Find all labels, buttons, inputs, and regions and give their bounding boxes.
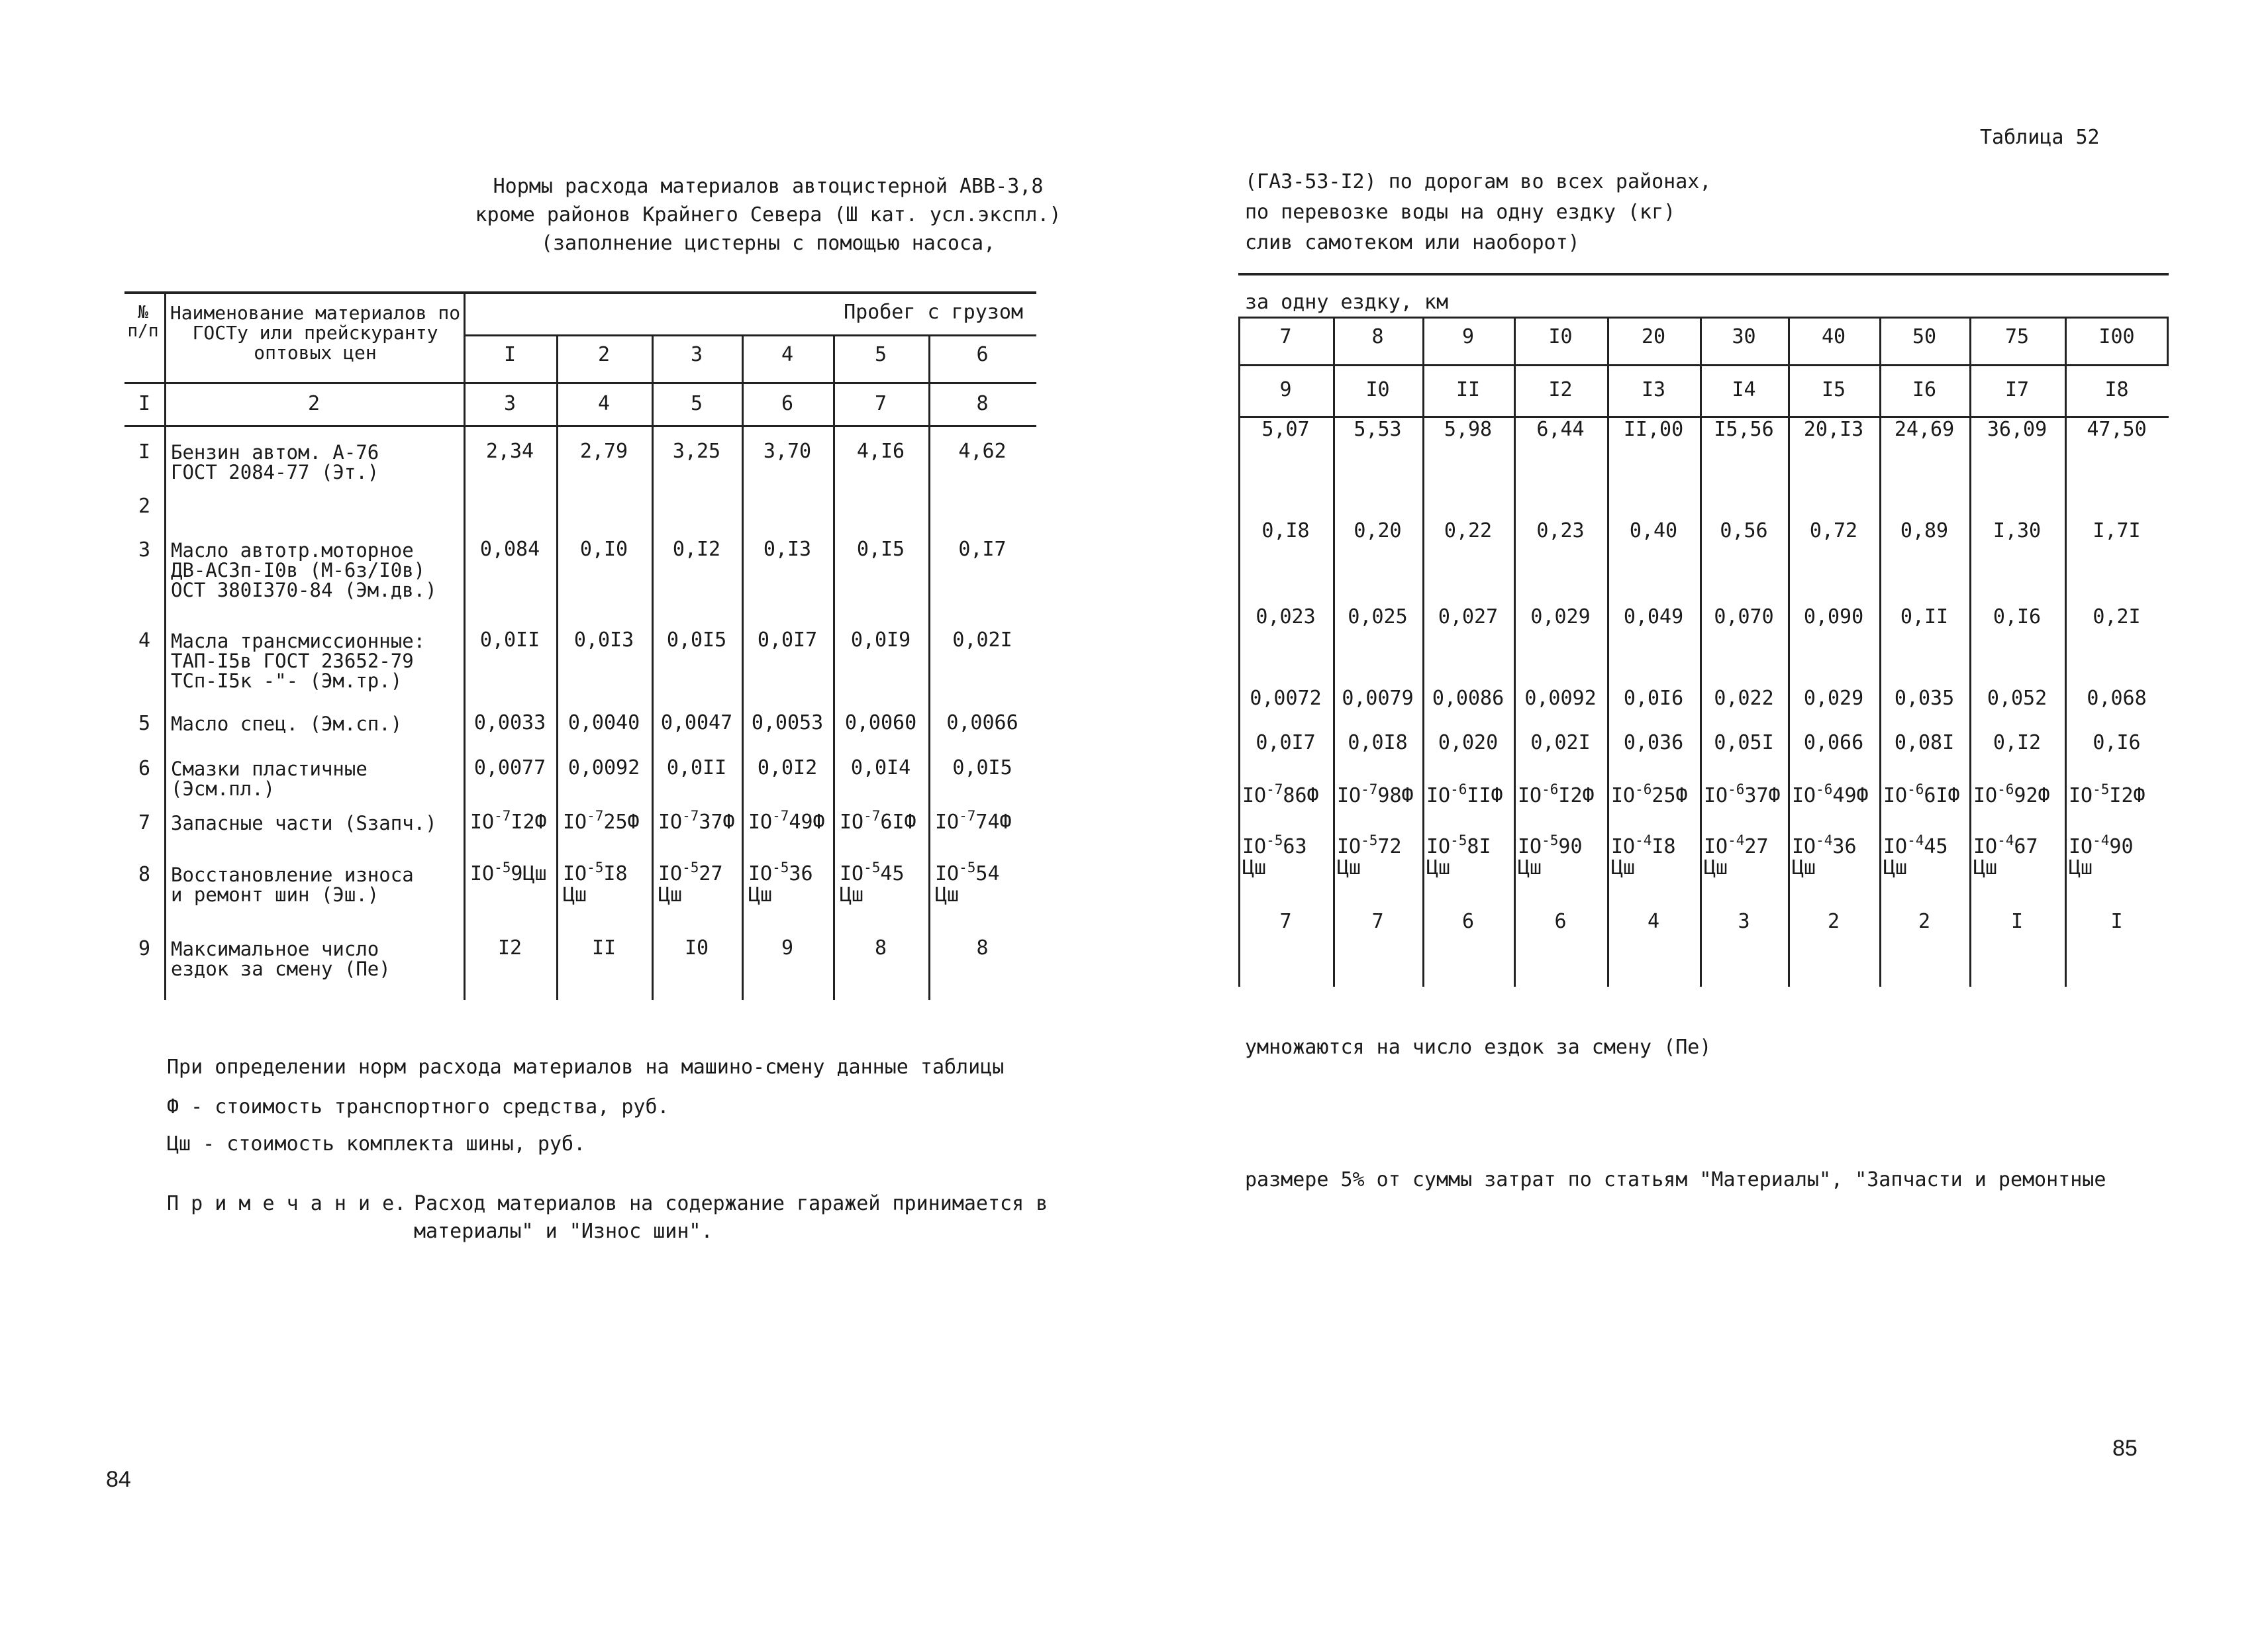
value-cell: 2,34 bbox=[485, 440, 534, 463]
material-name: и ремонт шин (Эш.) bbox=[171, 883, 379, 906]
note-right-line: умножаются на число ездок за смену (Пе) bbox=[1245, 1036, 1712, 1059]
material-name: ГОСТ 2084-77 (Эт.) bbox=[171, 461, 379, 483]
column-rule bbox=[1514, 317, 1516, 987]
value-cell: 0,0I8 bbox=[1348, 731, 1408, 754]
column-rule bbox=[1969, 317, 1971, 987]
value-cell: 5,53 bbox=[1354, 418, 1402, 441]
value-cell: 0,0086 bbox=[1432, 687, 1504, 710]
material-name: Запасные части (Sзапч.) bbox=[171, 812, 437, 834]
value-cell: $IO^{-4}67$ Цш bbox=[1973, 832, 2038, 879]
value-cell: 0,I6 bbox=[2093, 731, 2141, 754]
value-cell: 0,022 bbox=[1714, 687, 1774, 710]
header-num: № п/п bbox=[127, 303, 159, 341]
km-column-header: 30 bbox=[1732, 325, 1756, 348]
value-cell: 0,0060 bbox=[844, 711, 917, 734]
material-name: Восстановление износа bbox=[171, 864, 414, 886]
column-rule bbox=[2065, 317, 2067, 987]
value-cell: $IO^{-7}25Ф$ bbox=[563, 808, 640, 834]
title-left-line: кроме районов Крайнего Севера (Ш кат. усл.экспл.) bbox=[475, 203, 1061, 226]
value-cell: $IO^{-4}I8$ Цш bbox=[1611, 832, 1676, 879]
value-cell: $IO^{-7}74Ф$ bbox=[935, 808, 1012, 834]
value-cell: 6 bbox=[1461, 910, 1475, 933]
value-cell: 0,0I7 bbox=[757, 628, 818, 652]
km-column-header: 6 bbox=[976, 343, 989, 366]
index-cell: 4 bbox=[597, 392, 611, 415]
value-cell: 4,62 bbox=[958, 440, 1007, 463]
value-cell: 0,I3 bbox=[763, 538, 812, 561]
index-cell: II bbox=[1455, 378, 1481, 401]
value-cell: $IO^{-5}45$ Цш bbox=[840, 860, 905, 907]
value-cell: I,7I bbox=[2093, 519, 2141, 542]
km-column-header: 9 bbox=[1461, 325, 1475, 348]
value-cell: $IO^{-6}49Ф$ bbox=[1792, 781, 1869, 807]
value-cell: $IO^{-4}36$ Цш bbox=[1792, 832, 1857, 879]
value-cell: 6,44 bbox=[1536, 418, 1585, 441]
value-cell: 8 bbox=[976, 936, 989, 960]
value-cell: 0,068 bbox=[2087, 687, 2147, 710]
value-cell: $IO^{-7}I2Ф$ bbox=[470, 808, 547, 834]
value-cell: 0,029 bbox=[1803, 687, 1864, 710]
value-cell: 0,I2 bbox=[672, 538, 721, 561]
value-cell: $IO^{-6}37Ф$ bbox=[1704, 781, 1781, 807]
index-cell: I4 bbox=[1732, 378, 1756, 401]
value-cell: 0,0I2 bbox=[757, 756, 818, 779]
km-column-header: 7 bbox=[1279, 325, 1292, 348]
value-cell: 0,72 bbox=[1809, 519, 1858, 542]
value-cell: 7 bbox=[1371, 910, 1384, 933]
column-rule bbox=[1879, 317, 1881, 987]
value-cell: $IO^{-7}6IФ$ bbox=[840, 808, 916, 834]
value-cell: $IO^{-6}6IФ$ bbox=[1883, 781, 1960, 807]
value-cell: 0,0I6 bbox=[1623, 687, 1684, 710]
value-cell: 24,69 bbox=[1894, 418, 1955, 441]
value-cell: 0,89 bbox=[1900, 519, 1949, 542]
title-right-line: (ГАЗ-53-I2) по дорогам во всех районах, bbox=[1245, 170, 1712, 193]
value-cell: 20,I3 bbox=[1803, 418, 1864, 441]
column-rule bbox=[1422, 317, 1424, 987]
value-cell: 0,0072 bbox=[1250, 687, 1322, 710]
note-label: П р и м е ч а н и е. bbox=[167, 1192, 407, 1215]
value-cell: $IO^{-5}I8$ Цш bbox=[563, 860, 628, 907]
value-cell: 6 bbox=[1554, 910, 1567, 933]
value-cell: $IO^{-5}9Цш$ bbox=[470, 860, 547, 885]
value-cell: 0,020 bbox=[1438, 731, 1499, 754]
material-name: ТАП-I5в ГОСТ 23652-79 bbox=[171, 650, 414, 672]
km-column-header: 5 bbox=[874, 343, 887, 366]
value-cell: 0,036 bbox=[1623, 731, 1684, 754]
km-column-header: I bbox=[503, 343, 517, 366]
value-cell: I2 bbox=[497, 936, 522, 960]
material-name: ТСп-I5к -"- (Эм.тр.) bbox=[171, 670, 403, 692]
value-cell: 0,02I bbox=[952, 628, 1012, 652]
value-cell: 0,0I3 bbox=[573, 628, 634, 652]
value-cell: 0,0II bbox=[666, 756, 727, 779]
value-cell: 0,0I9 bbox=[850, 628, 911, 652]
value-cell: 0,I0 bbox=[579, 538, 628, 561]
value-cell: $IO^{-7}37Ф$ bbox=[658, 808, 735, 834]
column-rule bbox=[1607, 317, 1609, 987]
km-column-header: 75 bbox=[2004, 325, 2030, 348]
value-cell: $IO^{-7}86Ф$ bbox=[1242, 781, 1319, 807]
material-name: Масло спец. (Эм.сп.) bbox=[171, 713, 403, 735]
index-cell: I2 bbox=[1548, 378, 1573, 401]
value-cell: 9 bbox=[781, 936, 794, 960]
title-right-line: по перевозке воды на одну ездку (кг) bbox=[1245, 201, 1676, 224]
value-cell: $IO^{-6}IIФ$ bbox=[1426, 781, 1503, 807]
material-name: Масла трансмиссионные: bbox=[171, 630, 426, 652]
value-cell: 0,049 bbox=[1623, 605, 1684, 628]
note-line: Ф - стоимость транспортного средства, руб. bbox=[167, 1095, 669, 1119]
value-cell: I bbox=[2110, 910, 2123, 933]
value-cell: 0,I2 bbox=[1993, 731, 2042, 754]
value-cell: 0,0033 bbox=[473, 711, 546, 734]
km-column-header: 20 bbox=[1641, 325, 1666, 348]
value-cell: $IO^{-5}90$ Цш bbox=[1518, 832, 1583, 879]
value-cell: 0,0077 bbox=[473, 756, 546, 779]
index-cell: I0 bbox=[1365, 378, 1390, 401]
km-column-header: 3 bbox=[690, 343, 703, 366]
index-cell: I5 bbox=[1821, 378, 1846, 401]
value-cell: 0,029 bbox=[1530, 605, 1591, 628]
value-cell: 0,025 bbox=[1348, 605, 1408, 628]
index-cell: 2 bbox=[307, 392, 320, 415]
km-column-header: I00 bbox=[2098, 325, 2135, 348]
value-cell: 0,22 bbox=[1444, 519, 1493, 542]
value-cell: 0,0I5 bbox=[666, 628, 727, 652]
value-cell: 8 bbox=[874, 936, 887, 960]
value-cell: $IO^{-5}63$ Цш bbox=[1242, 832, 1307, 879]
value-cell: I bbox=[2010, 910, 2024, 933]
row-number: 9 bbox=[138, 937, 151, 960]
material-name: (Эсм.пл.) bbox=[171, 777, 275, 800]
value-cell: 0,I6 bbox=[1993, 605, 2042, 628]
value-cell: $IO^{-4}27$ Цш bbox=[1704, 832, 1769, 879]
value-cell: $IO^{-6}25Ф$ bbox=[1611, 781, 1688, 807]
value-cell: 0,2I bbox=[2093, 605, 2141, 628]
value-cell: $IO^{-5}72$ Цш bbox=[1337, 832, 1402, 879]
value-cell: 0,02I bbox=[1530, 731, 1591, 754]
rule-line bbox=[1238, 364, 2169, 366]
value-cell: 47,50 bbox=[2087, 418, 2147, 441]
km-column-header: 50 bbox=[1912, 325, 1937, 348]
km-column-header: 8 bbox=[1371, 325, 1384, 348]
value-cell: 0,40 bbox=[1629, 519, 1678, 542]
material-name: Масло автотр.моторное bbox=[171, 539, 414, 562]
title-right-line: слив самотеком или наоборот) bbox=[1245, 231, 1580, 254]
value-cell: 2 bbox=[1918, 910, 1931, 933]
index-cell: 5 bbox=[690, 392, 703, 415]
header-name: Наименование материалов по ГОСТу или прейскуранту оптовых цен bbox=[170, 302, 461, 364]
row-number: 4 bbox=[138, 629, 151, 652]
value-cell: $IO^{-6}92Ф$ bbox=[1973, 781, 2050, 807]
value-cell: 5,98 bbox=[1444, 418, 1493, 441]
row-number: 7 bbox=[138, 811, 151, 834]
value-cell: 0,0053 bbox=[751, 711, 824, 734]
column-rule bbox=[1700, 317, 1702, 987]
km-column-header: I0 bbox=[1548, 325, 1573, 348]
row-number: 8 bbox=[138, 863, 151, 886]
value-cell: 0,0040 bbox=[567, 711, 640, 734]
value-cell: 0,0I5 bbox=[952, 756, 1012, 779]
value-cell: 3,25 bbox=[672, 440, 721, 463]
value-cell: 0,0I4 bbox=[850, 756, 911, 779]
note-right-line: размере 5% от суммы затрат по статьям "Материалы", "Запчасти и ремонтные bbox=[1245, 1168, 2106, 1191]
row-number: 6 bbox=[138, 757, 151, 780]
row-number: 5 bbox=[138, 712, 151, 735]
rule-line bbox=[1238, 273, 2169, 275]
index-cell: I bbox=[138, 392, 151, 415]
value-cell: 0,23 bbox=[1536, 519, 1585, 542]
value-cell: 0,0I7 bbox=[1256, 731, 1316, 754]
value-cell: 0,027 bbox=[1438, 605, 1499, 628]
value-cell: 3 bbox=[1738, 910, 1750, 933]
note-text: Расход материалов на содержание гаражей принимается в bbox=[414, 1192, 1048, 1215]
value-cell: 0,II bbox=[1900, 605, 1949, 628]
value-cell: I0 bbox=[684, 936, 709, 960]
value-cell: $IO^{-5}54$ Цш bbox=[935, 860, 1000, 907]
value-cell: 4 bbox=[1647, 910, 1660, 933]
value-cell: 0,0066 bbox=[946, 711, 1018, 734]
rule-line bbox=[1238, 317, 2169, 319]
value-cell: $IO^{-7}49Ф$ bbox=[748, 808, 825, 834]
index-cell: 7 bbox=[874, 392, 887, 415]
value-cell: 36,09 bbox=[1987, 418, 2047, 441]
value-cell: 0,08I bbox=[1894, 731, 1955, 754]
note-line: Цш - стоимость комплекта шины, руб. bbox=[167, 1132, 586, 1156]
column-rule bbox=[1333, 317, 1335, 987]
material-name: ОСТ 380I370-84 (Эм.дв.) bbox=[171, 579, 437, 601]
km-column-header: 4 bbox=[781, 343, 794, 366]
value-cell: $IO^{-5}8I$ Цш bbox=[1426, 832, 1491, 879]
value-cell: 0,I7 bbox=[958, 538, 1007, 561]
value-cell: $IO^{-4}45$ Цш bbox=[1883, 832, 1948, 879]
value-cell: 2 bbox=[1827, 910, 1840, 933]
title-left-line: Нормы расхода материалов автоцистерной АВВ-3,8 bbox=[493, 175, 1044, 198]
index-cell: 8 bbox=[976, 392, 989, 415]
value-cell: $IO^{-5}I2Ф$ bbox=[2069, 781, 2145, 807]
value-cell: $IO^{-5}36$ Цш bbox=[748, 860, 813, 907]
value-cell: 0,I8 bbox=[1261, 519, 1310, 542]
value-cell: II,00 bbox=[1623, 418, 1684, 441]
value-cell: 0,0II bbox=[479, 628, 540, 652]
value-cell: 0,070 bbox=[1714, 605, 1774, 628]
value-cell: 3,70 bbox=[763, 440, 812, 463]
index-cell: 9 bbox=[1279, 378, 1292, 401]
value-cell: 0,066 bbox=[1803, 731, 1864, 754]
km-column-header: 40 bbox=[1821, 325, 1846, 348]
note-line: При определении норм расхода материалов на машино-смену данные таблицы bbox=[167, 1056, 1005, 1079]
value-cell: 7 bbox=[1279, 910, 1292, 933]
value-cell: 5,07 bbox=[1261, 418, 1310, 441]
material-name: Бензин автом. А-76 bbox=[171, 441, 379, 464]
value-cell: I5,56 bbox=[1714, 418, 1774, 441]
value-cell: 0,090 bbox=[1803, 605, 1864, 628]
header-group: Пробег с грузом bbox=[844, 301, 1023, 324]
value-cell: $IO^{-7}98Ф$ bbox=[1337, 781, 1414, 807]
value-cell: 0,I5 bbox=[856, 538, 905, 561]
value-cell: 0,20 bbox=[1354, 519, 1402, 542]
header-group: за одну ездку, км bbox=[1245, 291, 1449, 314]
index-cell: I8 bbox=[2104, 378, 2129, 401]
value-cell: 0,035 bbox=[1894, 687, 1955, 710]
material-name: Максимальное число bbox=[171, 938, 379, 960]
value-cell: 0,052 bbox=[1987, 687, 2047, 710]
index-cell: I7 bbox=[2004, 378, 2030, 401]
material-name: ездок за смену (Пе) bbox=[171, 958, 391, 980]
value-cell: I,30 bbox=[1993, 519, 2042, 542]
value-cell: 0,05I bbox=[1714, 731, 1774, 754]
index-cell: 6 bbox=[781, 392, 794, 415]
table-label: Таблица 52 bbox=[1980, 126, 2100, 149]
column-rule bbox=[1788, 317, 1790, 987]
km-column-header: 2 bbox=[597, 343, 611, 366]
value-cell: 2,79 bbox=[579, 440, 628, 463]
value-cell: $IO^{-4}90$ Цш bbox=[2069, 832, 2134, 879]
value-cell: 0,084 bbox=[479, 538, 540, 561]
row-number: I bbox=[138, 440, 151, 464]
index-cell: 3 bbox=[503, 392, 517, 415]
row-number: 2 bbox=[138, 495, 151, 518]
page-number-left: 84 bbox=[106, 1467, 131, 1492]
index-cell: I3 bbox=[1641, 378, 1666, 401]
value-cell: 0,0079 bbox=[1342, 687, 1414, 710]
value-cell: 0,0092 bbox=[567, 756, 640, 779]
page-number-right: 85 bbox=[2112, 1436, 2138, 1461]
value-cell: 0,0047 bbox=[660, 711, 733, 734]
material-name: Смазки пластичные bbox=[171, 758, 368, 780]
value-cell: 4,I6 bbox=[856, 440, 905, 463]
material-name: ДВ-АСЗп-I0в (М-6з/I0в) bbox=[171, 559, 426, 581]
note-text: материалы" и "Износ шин". bbox=[414, 1220, 713, 1243]
column-rule bbox=[1238, 317, 1240, 987]
value-cell: 0,0092 bbox=[1524, 687, 1597, 710]
title-left-line: (заполнение цистерны с помощью насоса, bbox=[540, 232, 996, 255]
value-cell: 0,56 bbox=[1720, 519, 1768, 542]
index-cell: I6 bbox=[1912, 378, 1937, 401]
value-cell: $IO^{-5}27$ Цш bbox=[658, 860, 723, 907]
value-cell: II bbox=[591, 936, 616, 960]
value-cell: 0,023 bbox=[1256, 605, 1316, 628]
row-number: 3 bbox=[138, 538, 151, 562]
value-cell: $IO^{-6}I2Ф$ bbox=[1518, 781, 1595, 807]
